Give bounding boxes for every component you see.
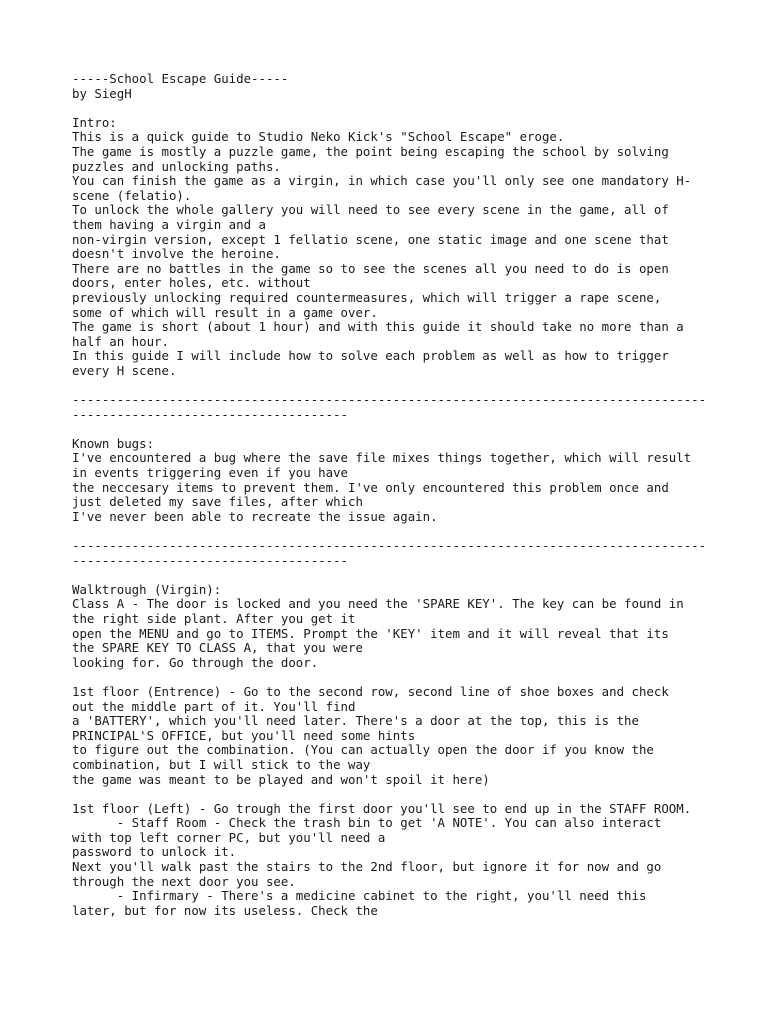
text-line: by SiegH — [72, 85, 132, 101]
text-line: - Infirmary - There's a medicine cabinet to the right, you'll need this — [72, 888, 647, 904]
text-line: I've never been able to recreate the issue again. — [72, 508, 438, 524]
text-line: The game is short (about 1 hour) and with this guide it should take no more than a — [72, 319, 684, 335]
text-line: Next you'll walk past the stairs to the 2nd floor, but ignore it for now and go — [72, 859, 662, 875]
text-line: open the MENU and go to ITEMS. Prompt the 'KEY' item and it will reveal that its — [72, 625, 669, 641]
text-line: every H scene. — [72, 362, 177, 378]
text-line: just deleted my save files, after which — [72, 494, 363, 510]
text-line: Class A - The door is locked and you need the 'SPARE KEY'. The key can be found in — [72, 596, 684, 612]
text-line: looking for. Go through the door. — [72, 654, 319, 670]
text-line: doors, enter holes, etc. without — [72, 275, 311, 291]
text-line — [72, 101, 712, 116]
text-line: - Staff Room - Check the trash bin to get 'A NOTE'. You can also interact — [72, 815, 662, 831]
text-line: puzzles and unlocking paths. — [72, 158, 281, 174]
text-line: 1st floor (Entrence) - Go to the second row, second line of shoe boxes and check — [72, 683, 669, 699]
text-line: a 'BATTERY', which you'll need later. There's a door at the top, this is the — [72, 713, 639, 729]
text-line: previously unlocking required countermeasures, which will trigger a rape scene, — [72, 289, 662, 305]
text-line: non-virgin version, except 1 fellatio scene, one static image and one scene that — [72, 231, 669, 247]
text-line: This is a quick guide to Studio Neko Kick's "School Escape" eroge. — [72, 129, 565, 145]
text-line — [72, 378, 712, 393]
text-line: Known bugs: — [72, 435, 155, 451]
text-line — [72, 670, 712, 685]
text-line: combination, but I will stick to the way — [72, 756, 371, 772]
text-line: Walktrough (Virgin): — [72, 581, 222, 597]
text-line: in events triggering even if you have — [72, 465, 349, 481]
text-line: ------------------------------------- — [72, 406, 349, 422]
text-line: half an hour. — [72, 333, 169, 349]
text-line: the SPARE KEY TO CLASS A, that you were — [72, 640, 363, 656]
text-line — [72, 568, 712, 583]
text-line — [72, 787, 712, 802]
text-line: ------------------------------------------------------------------------------------- — [72, 392, 707, 408]
text-line: with top left corner PC, but you'll need a — [72, 829, 386, 845]
text-line: Intro: — [72, 114, 117, 130]
text-line: password to unlock it. — [72, 844, 237, 860]
text-line: doesn't involve the heroine. — [72, 246, 281, 262]
text-line: In this guide I will include how to solve each problem as well as how to trigger — [72, 348, 669, 364]
text-line: the neccesary items to prevent them. I've only encountered this problem once and — [72, 479, 669, 495]
text-line: I've encountered a bug where the save file mixes things together, which will result — [72, 450, 692, 466]
text-line: To unlock the whole gallery you will need to see every scene in the game, all of — [72, 202, 669, 218]
text-line: There are no battles in the game so to see the scenes all you need to do is open — [72, 260, 669, 276]
text-line: the right side plant. After you get it — [72, 610, 356, 626]
text-line: later, but for now its useless. Check the — [72, 902, 378, 918]
text-line: scene (felatio). — [72, 187, 192, 203]
text-line — [72, 422, 712, 437]
text-line: ------------------------------------------------------------------------------------- — [72, 538, 707, 553]
text-line: You can finish the game as a virgin, in which case you'll only see one mandatory H- — [72, 173, 692, 189]
text-line: ------------------------------------- — [72, 552, 349, 568]
text-line: to figure out the combination. (You can actually open the door if you know the — [72, 742, 654, 758]
text-line: them having a virgin and a — [72, 216, 266, 232]
text-line — [72, 524, 712, 539]
text-line: through the next door you see. — [72, 873, 296, 889]
text-line: out the middle part of it. You'll find — [72, 698, 356, 714]
text-line: The game is mostly a puzzle game, the point being escaping the school by solving — [72, 143, 669, 159]
text-line: PRINCIPAL'S OFFICE, but you'll need some hints — [72, 727, 416, 743]
text-line: the game was meant to be played and won't spoil it here) — [72, 771, 490, 787]
document-body — [72, 72, 712, 918]
text-line: -----School Escape Guide----- — [72, 71, 289, 86]
text-line: 1st floor (Left) - Go trough the first door you'll see to end up in the STAFF ROOM. — [72, 800, 692, 816]
text-line: some of which will result in a game over. — [72, 304, 378, 320]
